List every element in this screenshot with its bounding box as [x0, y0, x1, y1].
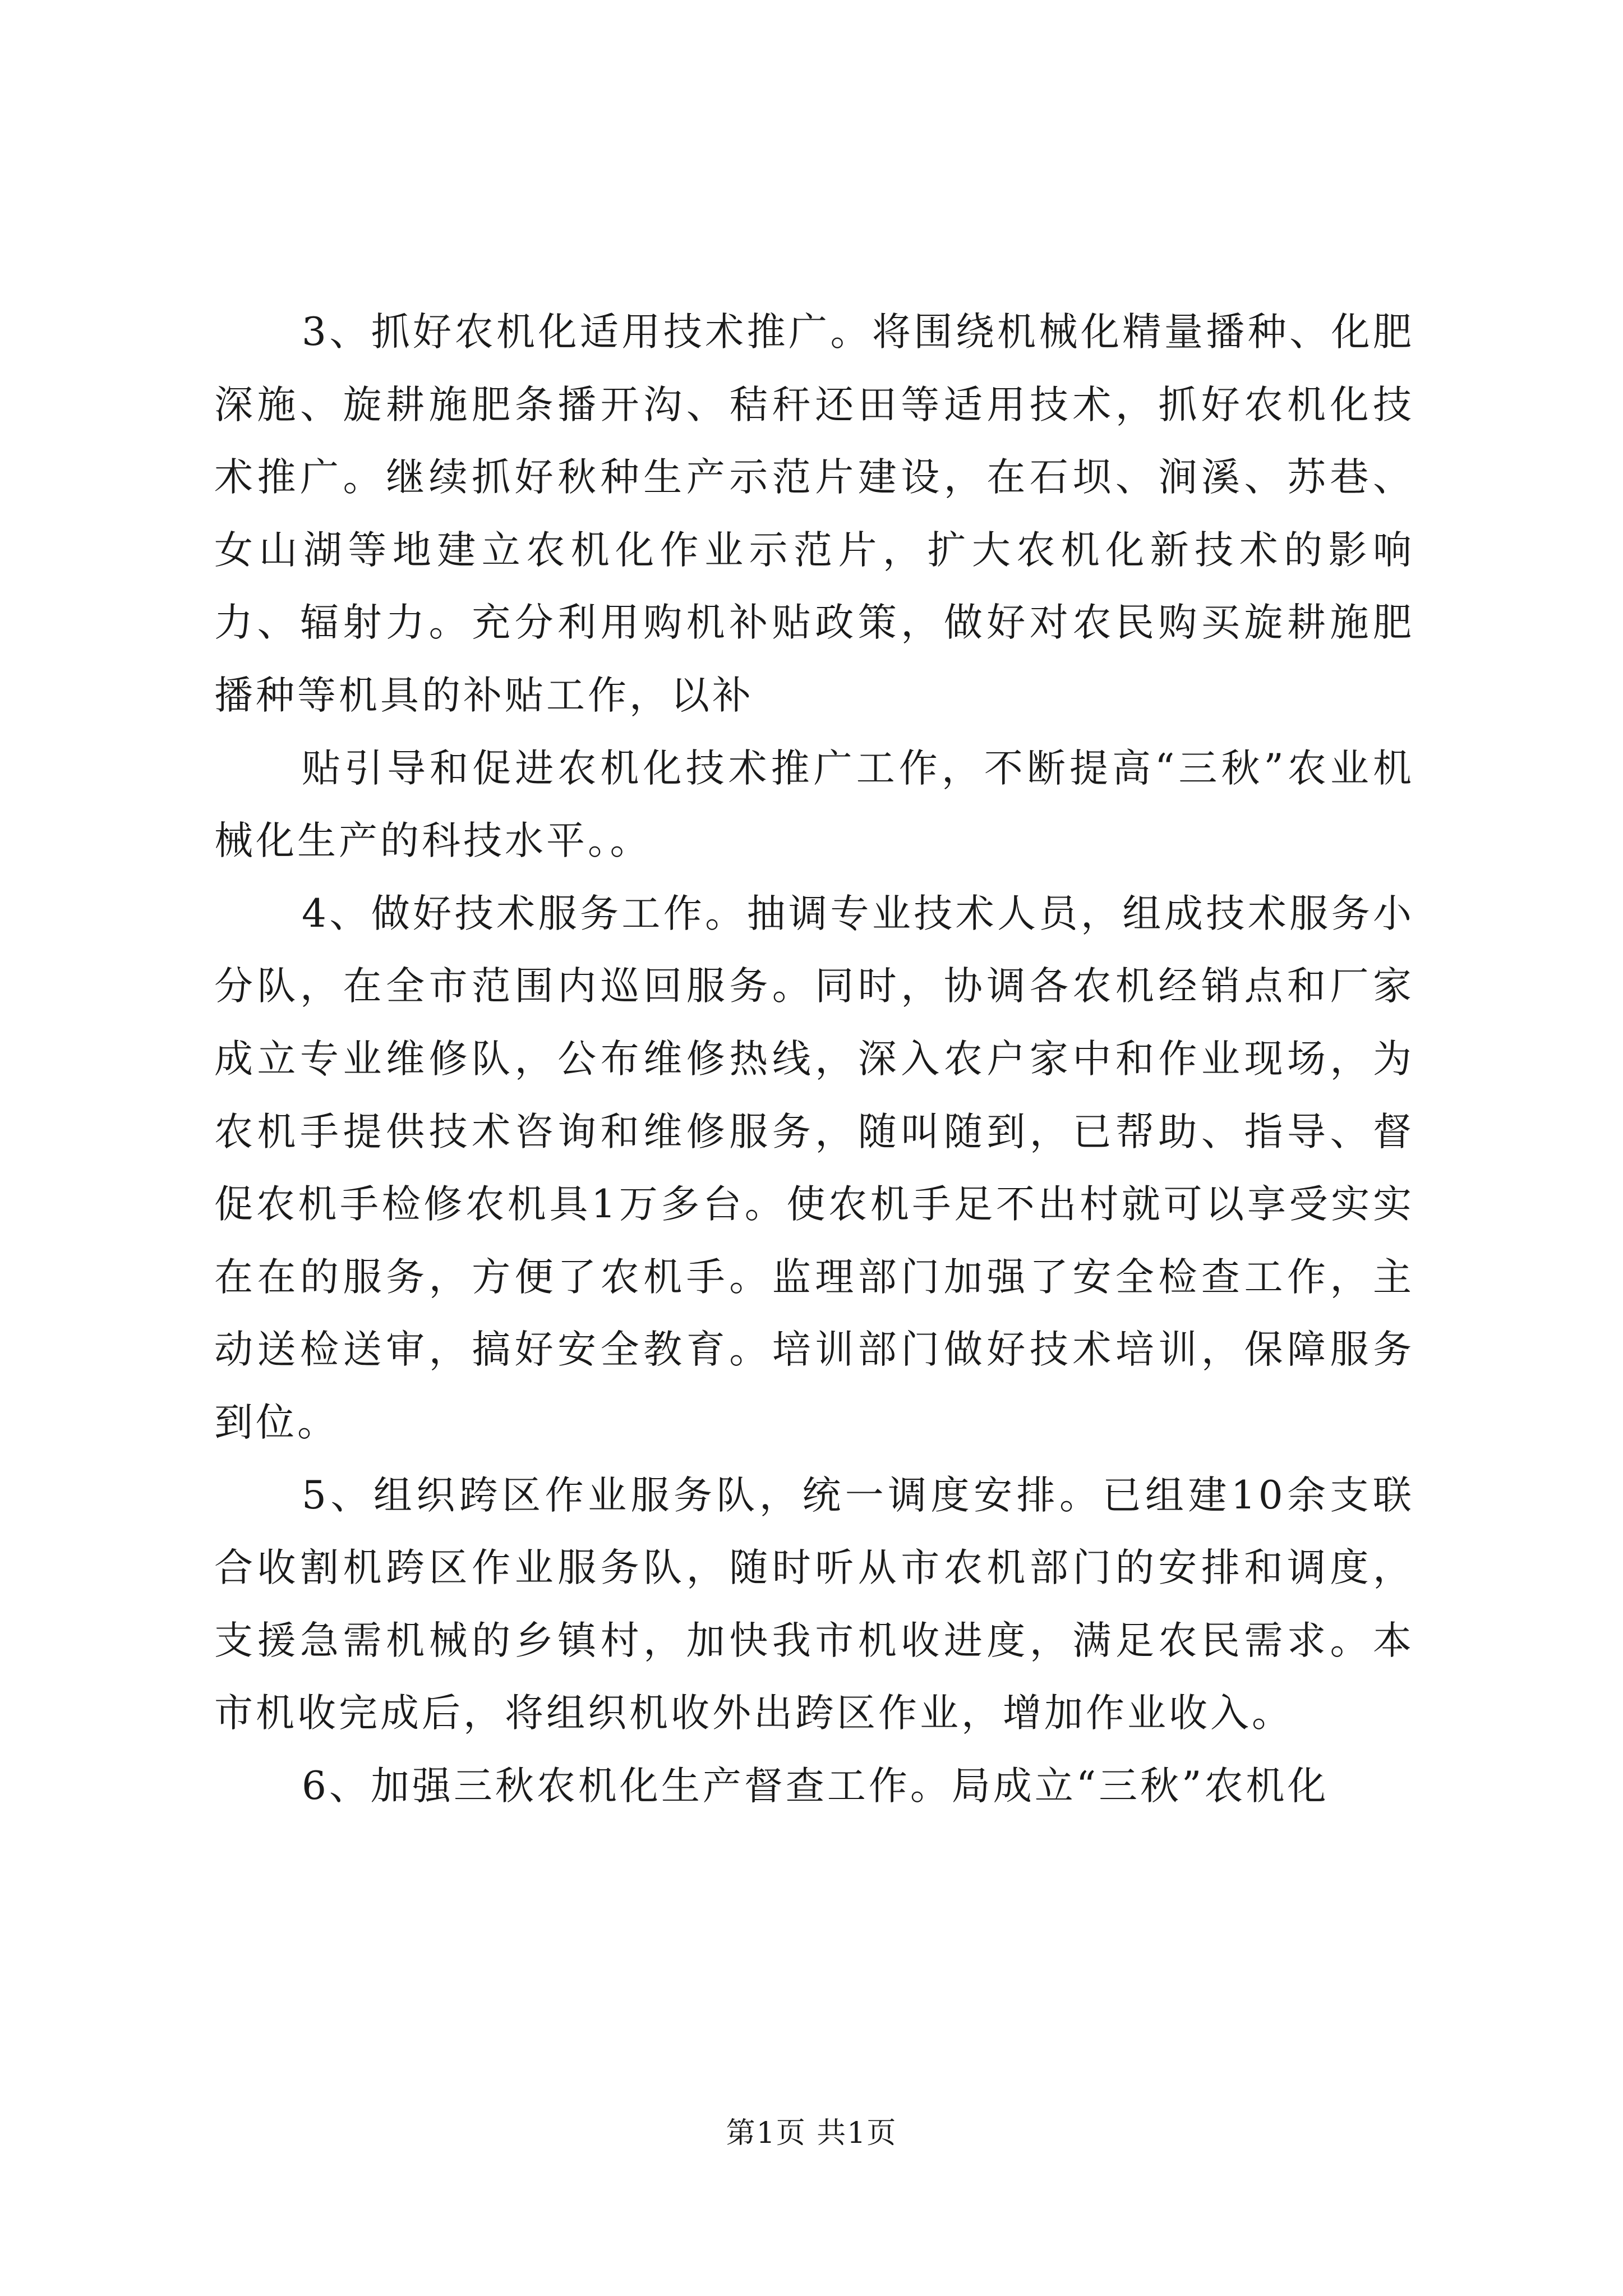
paragraph-cross-region-team: 5、组织跨区作业服务队，统一调度安排。已组建10余支联合收割机跨区作业服务队，随时听从市农机部门的安排和调度，支援急需机械的乡镇村，加快我市机收进度，满足农民需求。本市机收完成后，将组织机收外出跨区作业，增加作业收入。 — [214, 1473, 1414, 1736]
paragraph-tech-service: 4、做好技术服务工作。抽调专业技术人员，组成技术服务小分队，在全市范围内巡回服务。同时，协调各农机经销点和厂家成立专业维修队，公布维修热线，深入农户家中和作业现场，为农机手提供技术咨询和维修服务，随叫随到，已帮助、指导、督促农机手检修农机具1万多台。使农机手足不出村就可以享受实实在在的服务，方便了农机手。监理部门加强了安全检查工作，主动送检送审，搞好安全教育。培训部门做好技术培训，保障服务到位。 — [214, 891, 1414, 1445]
paragraph-subsidy-continuation: 贴引导和促进农机化技术推广工作，不断提高“三秋”农业机械化生产的科技水平。。 — [214, 746, 1414, 864]
paragraph-supervision: 6、加强三秋农机化生产督查工作。局成立“三秋”农机化 — [302, 1763, 1329, 1809]
paragraph-tech-promotion: 3、抓好农机化适用技术推广。将围绕机械化精量播种、化肥深施、旋耕施肥条播开沟、秸秆还田等适用技术，抓好农机化技术推广。继续抓好秋种生产示范片建设，在石坝、涧溪、苏巷、女山湖等地建立农机化作业示范片，扩大农机化新技术的影响力、辐射力。充分利用购机补贴政策，做好对农民购买旋耕施肥播种等机具的补贴工作，以补 — [214, 310, 1414, 718]
page-number-footer: 第1页 共1页 — [726, 2116, 897, 2150]
document-body — [214, 296, 1414, 1823]
